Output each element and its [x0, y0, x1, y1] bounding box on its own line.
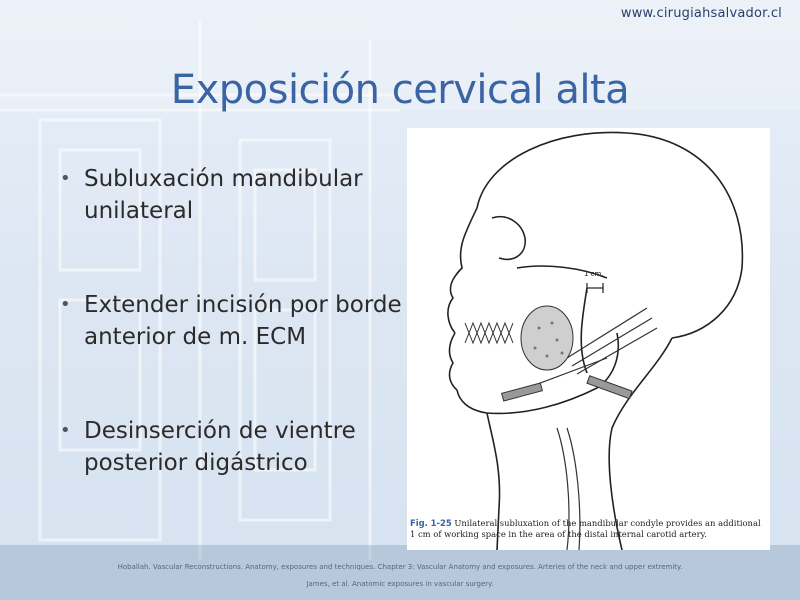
reference-line: Hoballah. Vascular Reconstructions. Anatomy, exposures and techniques. Chapter 3: Vascular Anatomy and exposures. Arteries of the neck and upper extremity. [117, 563, 683, 571]
bullet-icon: • [60, 168, 71, 189]
bullet-item [58, 163, 403, 227]
bullet-list [58, 163, 403, 479]
figure-caption-text: Unilateral subluxation of the mandibular condyle provides an additional 1 cm of working space in the area of the distal internal carotid artery. [410, 518, 761, 539]
bullet-item [58, 289, 403, 353]
head-neck-illustration [407, 128, 770, 550]
bullet-item [58, 415, 403, 479]
bullet-icon: • [60, 294, 71, 315]
site-watermark: www.cirugiahsalvador.cl [620, 6, 782, 21]
bullet-text: Extender incisión por borde anterior de m. ECM [84, 292, 402, 350]
figure-caption [410, 518, 767, 540]
bullet-icon: • [60, 420, 71, 441]
bullet-text: Subluxación mandibular unilateral [84, 166, 363, 224]
scale-label: 1 cm. [584, 270, 604, 278]
slide-title: Exposición cervical alta [170, 66, 630, 113]
anatomy-figure [407, 128, 770, 550]
bullet-text: Desinserción de vientre posterior digástrico [84, 418, 356, 476]
reference-line: James, et al. Anatomic exposures in vascular surgery. [306, 580, 494, 588]
figure-number: Fig. 1-25 [410, 518, 452, 528]
